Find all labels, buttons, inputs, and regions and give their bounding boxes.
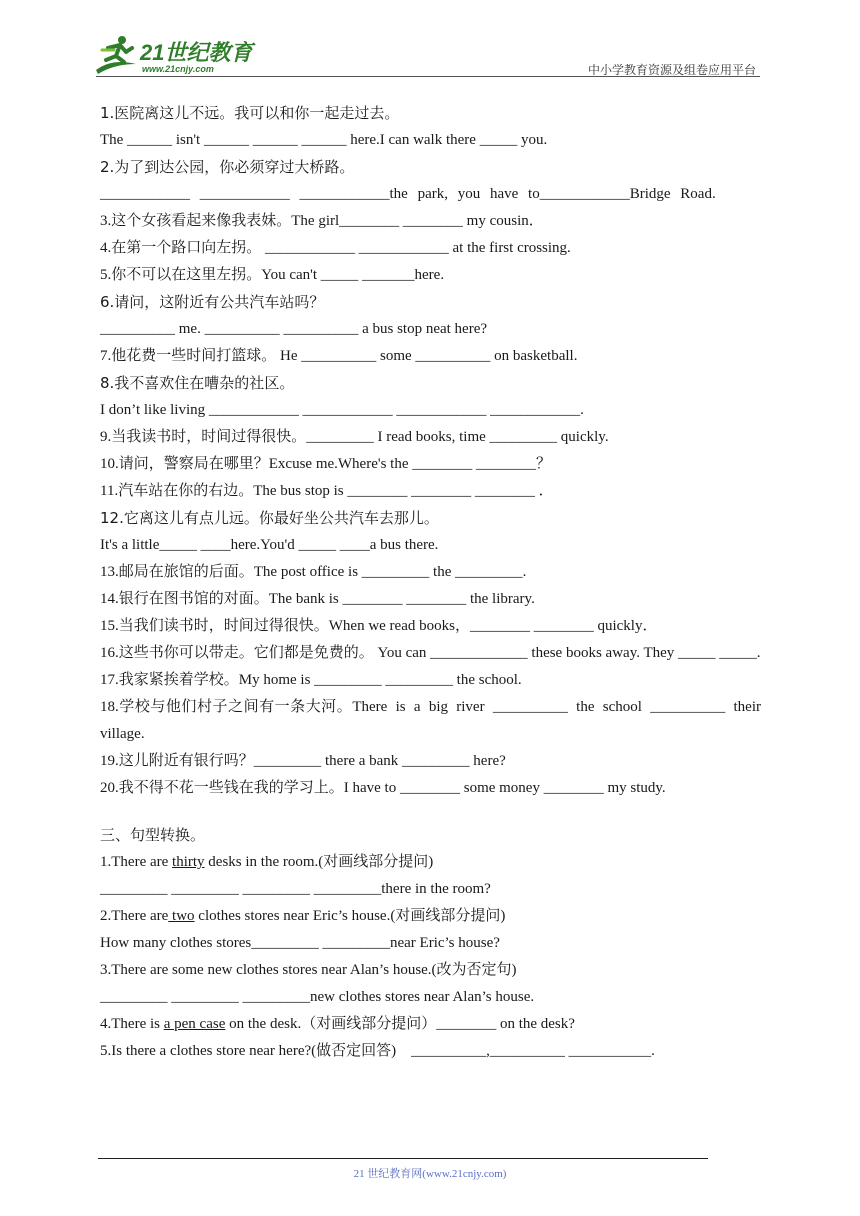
q14: 14.银行在图书馆的对面。The bank is ________ ________ the library. (100, 591, 535, 607)
q2-chinese: 2.为了到达公园，你必须穿过大桥路。 (100, 158, 355, 176)
q10: 10.请问，警察局在哪里？Excuse me.Where's the ________ ________？ (100, 456, 551, 472)
section-title-3: 三、句型转换。 (100, 826, 206, 844)
q1-english: The ______ isn't ______ ______ ______ here.I can walk there _____ you. (100, 132, 548, 148)
q3: 3.这个女孩看起来像我表妹。The girl________ ________ my cousin． (100, 213, 544, 229)
q13: 13.邮局在旅馆的后面。The post office is _________ the _________. (100, 564, 527, 580)
logo-text: 21世纪教育 (140, 40, 253, 65)
q18: 18.学校与他们村子之间有一条大河。There is a big river __________ the school __________ their village. (100, 699, 761, 742)
q2-english: ____________ ____________ ____________the park, you have to____________Bridge Road. (100, 186, 716, 202)
runner-logo-icon (92, 34, 140, 76)
q19: 19.这儿附近有银行吗？_________ there a bank _________ here? (100, 753, 506, 769)
transform-q5: 5.Is there a clothes store near here?(做否定回答) __________,__________ ___________. (100, 1043, 655, 1059)
q16: 16.这些书你可以带走。它们都是免费的。 You can _____________ these books away. They _____ _____. (100, 645, 761, 661)
q6-chinese: 6.请问，这附近有公共汽车站吗？ (100, 293, 325, 311)
underlined-word: thirty (172, 854, 205, 870)
q7: 7.他花费一些时间打篮球。 He __________ some __________ on basketball. (100, 348, 578, 364)
q17: 17.我家紧挨着学校。My home is _________ _________ the school. (100, 672, 522, 688)
transform-q3: 3.There are some new clothes stores near Alan’s house.(改为否定句) (100, 962, 517, 978)
transform-q2: 2.There are two clothes stores near Eric’s house.(对画线部分提问) (100, 908, 506, 924)
q12-english: It's a little_____ ____here.You'd _____ ____a bus there. (100, 537, 439, 553)
transform-q2-answer: How many clothes stores_________ _________near Eric’s house? (100, 935, 500, 951)
transform-q4: 4.There is a pen case on the desk.（对画线部分提问）________ on the desk? (100, 1016, 575, 1032)
page-header (0, 0, 860, 80)
transform-q1-answer: _________ _________ _________ _________there in the room? (100, 881, 491, 897)
underlined-word: a pen case (163, 1016, 226, 1032)
footer-text: 21 世纪教育网(www.21cnjy.com) (353, 1168, 507, 1180)
q4: 4.在第一个路口向左拐。 ____________ ____________ at the first crossing. (100, 240, 571, 256)
transform-q1: 1.There are thirty desks in the room.(对画线部分提问) (100, 854, 434, 870)
q9: 9.当我读书时，时间过得很快。_________ I read books, time _________ quickly. (100, 429, 609, 445)
q8-english: I don’t like living ____________ ____________ ____________ ____________. (100, 402, 584, 418)
q1-chinese: 1.医院离这儿不远。我可以和你一起走过去。 (100, 104, 400, 122)
site-logo (92, 34, 262, 78)
q11: 11.汽车站在你的右边。The bus stop is ________ ________ ________ ． (100, 483, 554, 499)
q5: 5.你不可以在这里左拐。You can't _____ _______here. (100, 267, 445, 283)
transform-q3-answer: _________ _________ _________new clothes stores near Alan’s house. (100, 989, 535, 1005)
q6-english: __________ me. __________ __________ a bus stop neat here? (100, 321, 488, 337)
worksheet-body (100, 100, 761, 1065)
underlined-word: two (168, 908, 195, 924)
footer-divider (98, 1158, 708, 1159)
platform-title: 中小学教育资源及组卷应用平台 (587, 63, 756, 77)
header-divider (96, 76, 760, 77)
q20: 20.我不得不花一些钱在我的学习上。I have to ________ some money ________ my study. (100, 780, 666, 796)
logo-url: www.21cnjy.com (142, 64, 214, 74)
q12-chinese: 12.它离这儿有点儿远。你最好坐公共汽车去那儿。 (100, 509, 439, 527)
q15: 15.当我们读书时，时间过得很快。When we read books，________ ________ quickly． (100, 618, 658, 634)
q8-chinese: 8.我不喜欢住在嘈杂的社区。 (100, 374, 295, 392)
